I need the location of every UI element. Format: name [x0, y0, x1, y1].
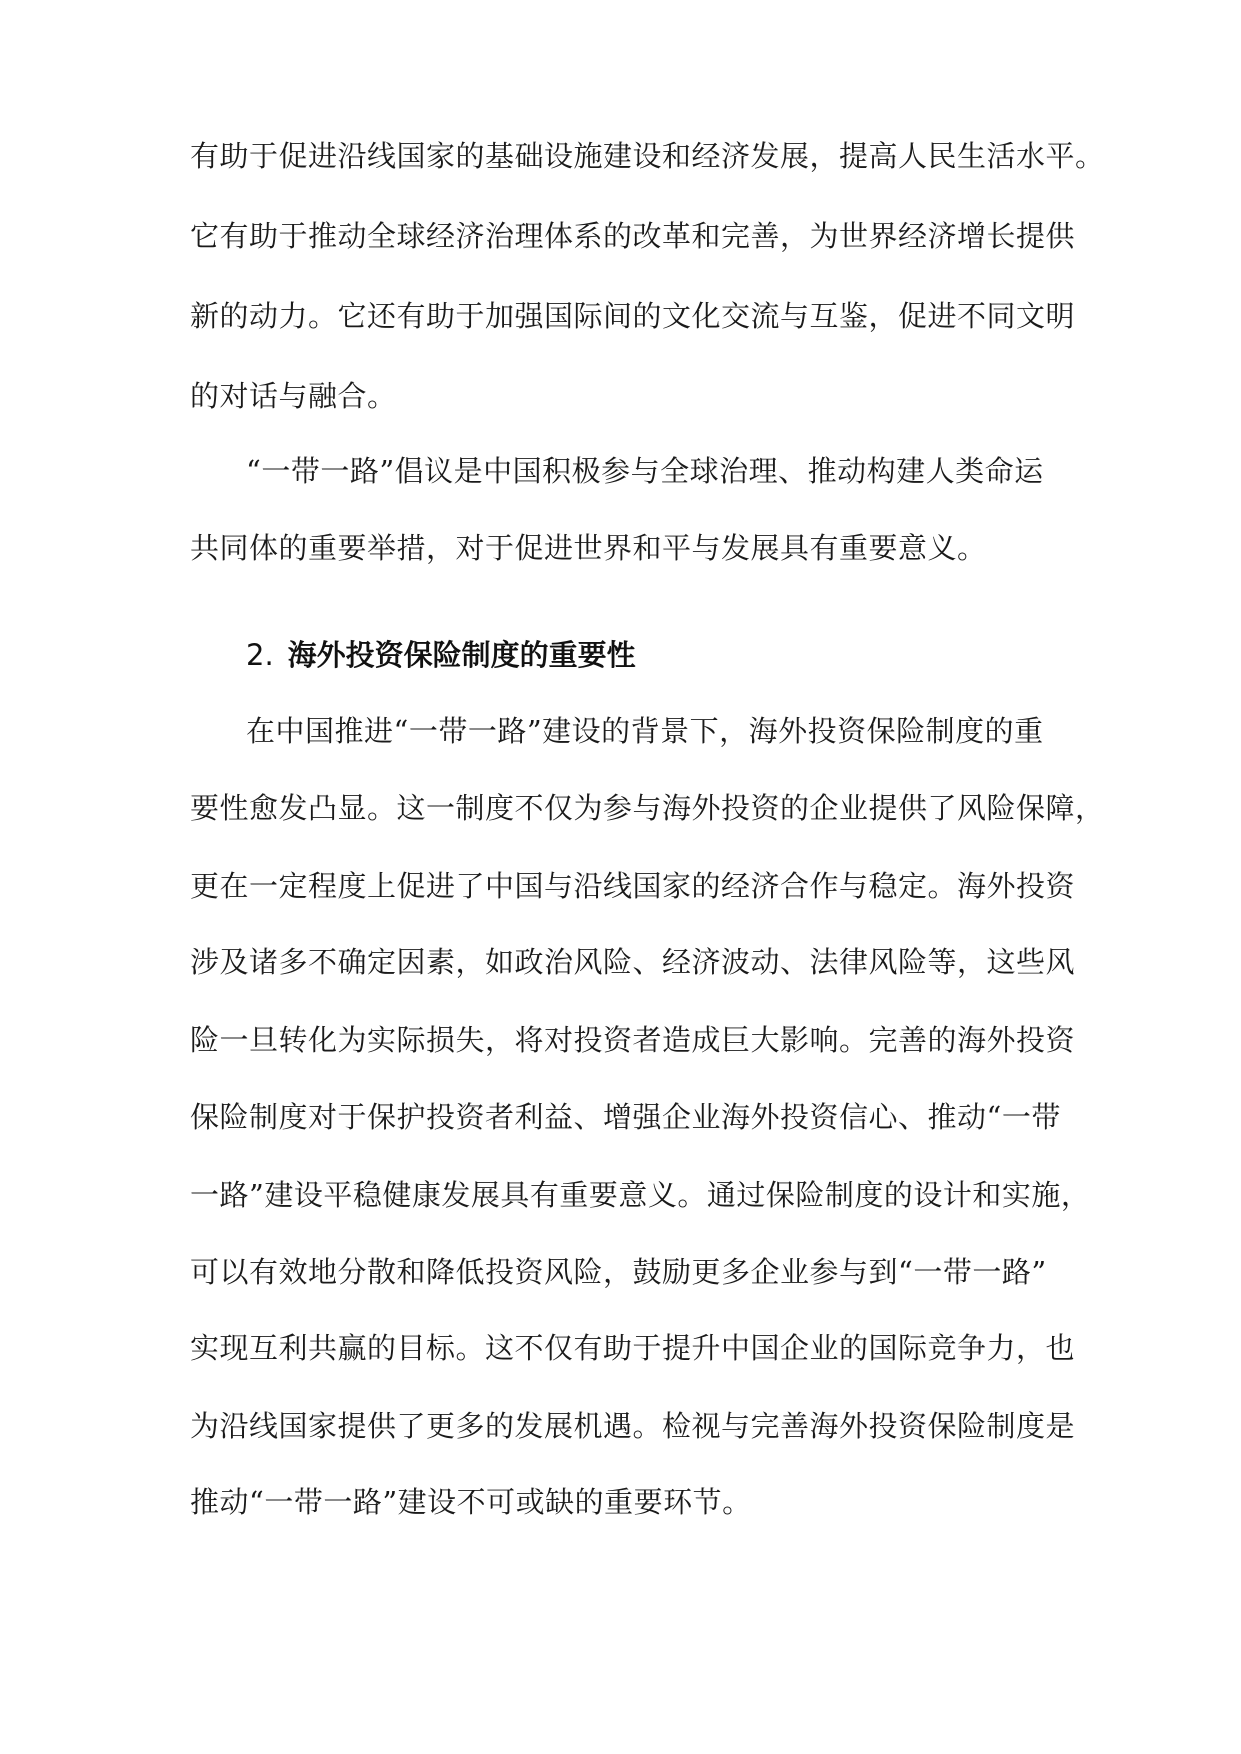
- paragraph-1-line-1: 有助于促进沿线国家的基础设施建设和经济发展，提高人民生活水平。: [190, 139, 1105, 173]
- paragraph-1-line-3: 新的动力。它还有助于加强国际间的文化交流与互鉴，促进不同文明: [190, 299, 1076, 333]
- paragraph-3-line-11: 推动“一带一路”建设不可或缺的重要环节。: [190, 1485, 752, 1519]
- paragraph-3-line-6: 保险制度对于保护投资者利益、增强企业海外投资信心、推动“一带: [190, 1100, 1061, 1134]
- paragraph-3-line-3: 更在一定程度上促进了中国与沿线国家的经济合作与稳定。海外投资: [190, 869, 1076, 903]
- paragraph-1-line-2: 它有助于推动全球经济治理体系的改革和完善，为世界经济增长提供: [190, 219, 1076, 253]
- paragraph-3-line-7: 一路”建设平稳健康发展具有重要意义。通过保险制度的设计和实施，: [190, 1178, 1091, 1212]
- paragraph-2-line-1: “一带一路”倡议是中国积极参与全球治理、推动构建人类命运: [246, 454, 1044, 488]
- paragraph-2-line-2: 共同体的重要举措，对于促进世界和平与发展具有重要意义。: [190, 531, 987, 565]
- paragraph-3-line-1: 在中国推进“一带一路”建设的背景下，海外投资保险制度的重: [246, 714, 1044, 748]
- section-number: 2.: [246, 638, 274, 672]
- paragraph-3-line-5: 险一旦转化为实际损失，将对投资者造成巨大影响。完善的海外投资: [190, 1023, 1076, 1057]
- paragraph-3-line-9: 实现互利共赢的目标。这不仅有助于提升中国企业的国际竞争力，也: [190, 1331, 1076, 1365]
- section-heading: [246, 635, 636, 675]
- paragraph-3-line-10: 为沿线国家提供了更多的发展机遇。检视与完善海外投资保险制度是: [190, 1409, 1076, 1443]
- section-title: 海外投资保险制度的重要性: [287, 638, 636, 672]
- paragraph-3-line-4: 涉及诸多不确定因素，如政治风险、经济波动、法律风险等，这些风: [190, 945, 1076, 979]
- paragraph-3-line-2: 要性愈发凸显。这一制度不仅为参与海外投资的企业提供了风险保障，: [190, 791, 1105, 825]
- paragraph-1-line-4: 的对话与融合。: [190, 379, 397, 413]
- paragraph-3-line-8: 可以有效地分散和降低投资风险，鼓励更多企业参与到“一带一路”: [190, 1255, 1047, 1289]
